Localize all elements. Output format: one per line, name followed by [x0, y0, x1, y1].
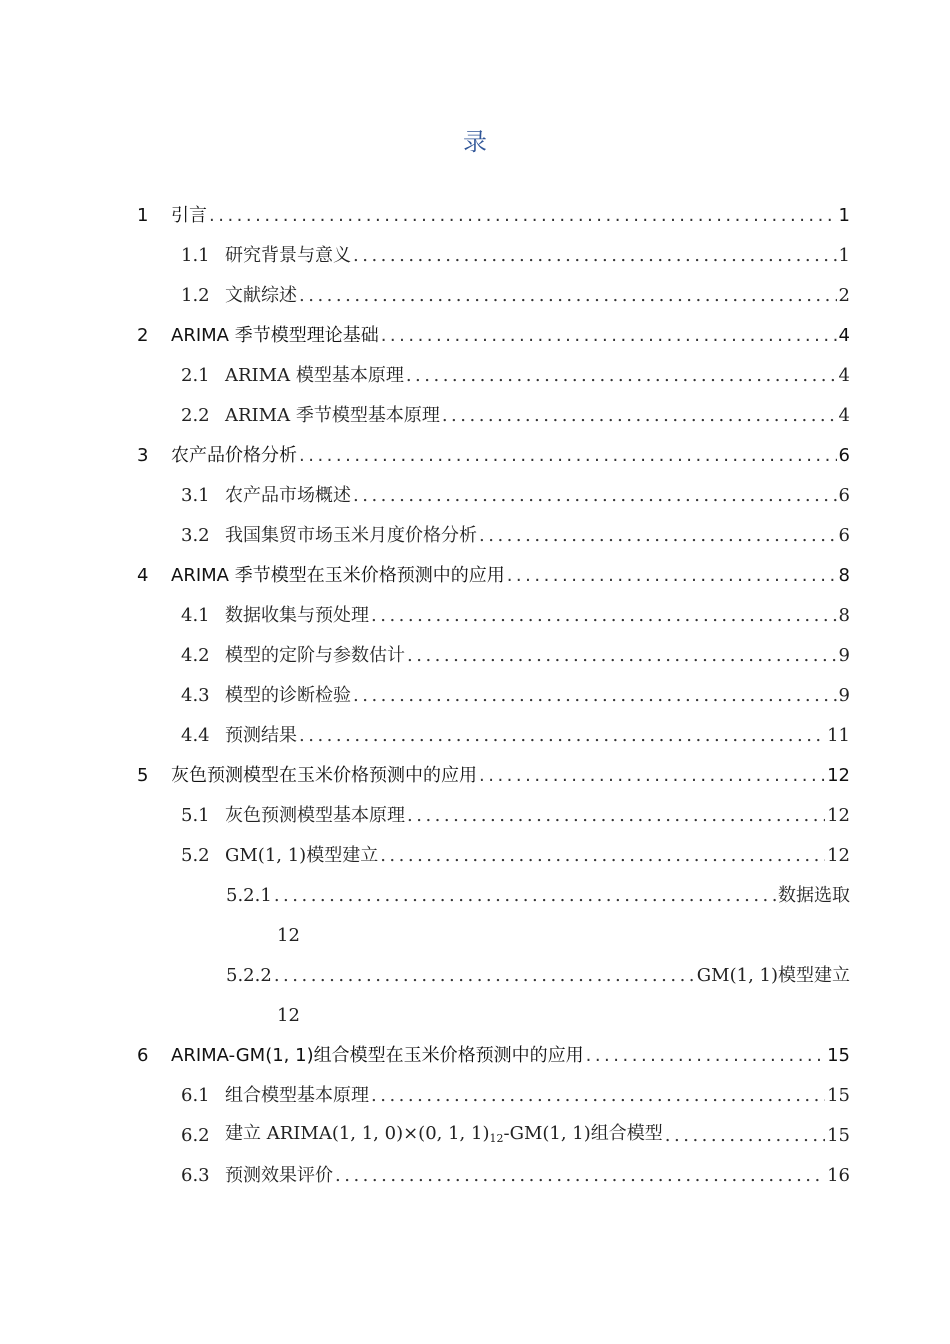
toc-page: 1: [838, 205, 850, 226]
page-title: 录: [463, 128, 487, 156]
toc-entry-6-1[interactable]: [181, 1076, 850, 1116]
toc-label: 预测效果评价: [225, 1165, 333, 1186]
toc-label: 研究背景与意义: [225, 245, 351, 266]
toc-label: 引言: [171, 205, 207, 226]
toc-entry-2[interactable]: [137, 316, 850, 356]
toc-number: 5.2: [181, 845, 210, 866]
toc-entry-1[interactable]: [137, 196, 850, 236]
toc-page: 9: [838, 645, 850, 666]
toc-entry-3-1[interactable]: [181, 476, 850, 516]
toc-number: 4.1: [181, 605, 210, 626]
toc-label: 农产品市场概述: [225, 485, 351, 506]
toc-leader: [274, 876, 776, 916]
toc-leader: [299, 276, 837, 316]
toc-label-tail: -GM(1, 1)组合模型: [503, 1122, 663, 1144]
toc-entry-4[interactable]: [137, 556, 850, 596]
toc-number: 5.1: [181, 805, 210, 826]
toc-page: 4: [838, 405, 850, 426]
toc-page: 1: [838, 245, 850, 266]
toc-label: 灰色预测模型基本原理: [225, 805, 405, 826]
toc-leader: [371, 596, 837, 636]
toc-page: 16: [827, 1165, 850, 1186]
toc-number: 3.1: [181, 485, 210, 506]
toc-number: 2: [137, 325, 149, 346]
toc-page: 8: [838, 565, 850, 586]
toc-page: 6: [838, 485, 850, 506]
toc-page: 9: [838, 685, 850, 706]
toc-leader: [407, 796, 825, 836]
toc-label: 数据收集与预处理: [225, 605, 369, 626]
toc-page: 4: [838, 325, 850, 346]
toc-leader: [479, 756, 825, 796]
toc-label: ARIMA 模型基本原理: [225, 365, 404, 386]
toc-label-main: 建立 ARIMA(1, 1, 0)×(0, 1, 1): [225, 1122, 490, 1144]
toc-number: 4.4: [181, 725, 210, 746]
toc-entry-5-2-2[interactable]: [226, 956, 850, 996]
toc-page: 6: [838, 445, 850, 466]
toc-entry-4-2[interactable]: [181, 636, 850, 676]
toc-number: 2.1: [181, 365, 210, 386]
toc-entry-4-4[interactable]: [181, 716, 850, 756]
toc-number: 6.3: [181, 1165, 210, 1186]
toc-entry-5-1[interactable]: [181, 796, 850, 836]
toc-entry-5-2[interactable]: [181, 836, 850, 876]
toc-leader: [507, 556, 837, 596]
toc-leader: [406, 356, 837, 396]
toc-leader: [665, 1116, 825, 1156]
toc-label: GM(1, 1)模型建立: [225, 845, 379, 866]
toc-entry-5[interactable]: [137, 756, 850, 796]
toc-leader: [353, 676, 837, 716]
toc-number: 5: [137, 765, 149, 786]
toc-page: 8: [838, 605, 850, 626]
toc-page: 12: [827, 845, 850, 866]
toc-leader: [586, 1036, 825, 1076]
toc-label: 灰色预测模型在玉米价格预测中的应用: [171, 765, 477, 786]
toc-entry-4-3[interactable]: [181, 676, 850, 716]
toc-leader: [353, 236, 837, 276]
toc-label: ARIMA 季节模型基本原理: [225, 405, 440, 426]
toc-entry-5-2-1[interactable]: [226, 876, 850, 916]
toc-label: 文献综述: [225, 285, 297, 306]
toc-label: 我国集贸市场玉米月度价格分析: [225, 525, 477, 546]
toc-leader: [274, 956, 695, 996]
toc-number: 1.1: [181, 245, 210, 266]
toc-page: 2: [838, 285, 850, 306]
toc-number: 5.2.1: [226, 885, 272, 906]
toc-label: 预测结果: [225, 725, 297, 746]
toc-number: 3.2: [181, 525, 210, 546]
toc-number: 3: [137, 445, 149, 466]
toc-number: 6.2: [181, 1125, 210, 1146]
toc-page: 15: [827, 1085, 850, 1106]
toc-label: 模型的诊断检验: [225, 685, 351, 706]
toc-label: GM(1, 1)模型建立: [696, 965, 850, 986]
toc-label: 模型的定阶与参数估计: [225, 645, 405, 666]
toc-page: 15: [827, 1125, 850, 1146]
toc-page: 12: [827, 805, 850, 826]
toc-label: ARIMA 季节模型理论基础: [171, 325, 379, 346]
toc-page: 15: [827, 1045, 850, 1066]
toc-leader: [371, 1076, 825, 1116]
toc-entry-3-2[interactable]: [181, 516, 850, 556]
toc-number: 4: [137, 565, 149, 586]
toc-leader: [209, 196, 837, 236]
toc-leader: [335, 1156, 825, 1196]
toc-label: 组合模型基本原理: [225, 1085, 369, 1106]
toc-label: ARIMA-GM(1, 1)组合模型在玉米价格预测中的应用: [171, 1045, 584, 1066]
toc-entry-6-3[interactable]: [181, 1156, 850, 1196]
toc-label: [225, 1114, 663, 1159]
toc-entry-1-1[interactable]: [181, 236, 850, 276]
toc-leader: [479, 516, 837, 556]
toc-number: 4.2: [181, 645, 210, 666]
toc-number: 6: [137, 1045, 149, 1066]
toc-page: 12: [277, 925, 300, 946]
toc-leader: [299, 716, 825, 756]
toc-entry-4-1[interactable]: [181, 596, 850, 636]
toc-leader: [380, 836, 825, 876]
toc-label: ARIMA 季节模型在玉米价格预测中的应用: [171, 565, 505, 586]
toc-number: 2.2: [181, 405, 210, 426]
toc-page: 11: [827, 725, 850, 746]
toc-entry-6-2[interactable]: [181, 1116, 850, 1156]
toc-label: 数据选取: [778, 885, 850, 906]
toc-entry-6[interactable]: [137, 1036, 850, 1076]
toc-entry-3[interactable]: [137, 436, 850, 476]
toc-leader: [299, 436, 837, 476]
toc-entry-1-2[interactable]: [181, 276, 850, 316]
toc-leader: [381, 316, 837, 356]
toc-entry-2-2[interactable]: [181, 396, 850, 436]
toc-number: 1.2: [181, 285, 210, 306]
toc-page: 12: [827, 765, 850, 786]
toc-leader: [353, 476, 837, 516]
toc-page: 6: [838, 525, 850, 546]
toc-number: 5.2.2: [226, 965, 272, 986]
toc-number: 1: [137, 205, 149, 226]
toc-number: 6.1: [181, 1085, 210, 1106]
toc-leader: [407, 636, 837, 676]
toc-page: 4: [838, 365, 850, 386]
toc-label: 农产品价格分析: [171, 445, 297, 466]
toc-label-subscript: 12: [489, 1131, 504, 1145]
toc-number: 4.3: [181, 685, 210, 706]
toc-page: 12: [277, 1005, 300, 1026]
toc-leader: [442, 396, 837, 436]
toc-entry-2-1[interactable]: [181, 356, 850, 396]
